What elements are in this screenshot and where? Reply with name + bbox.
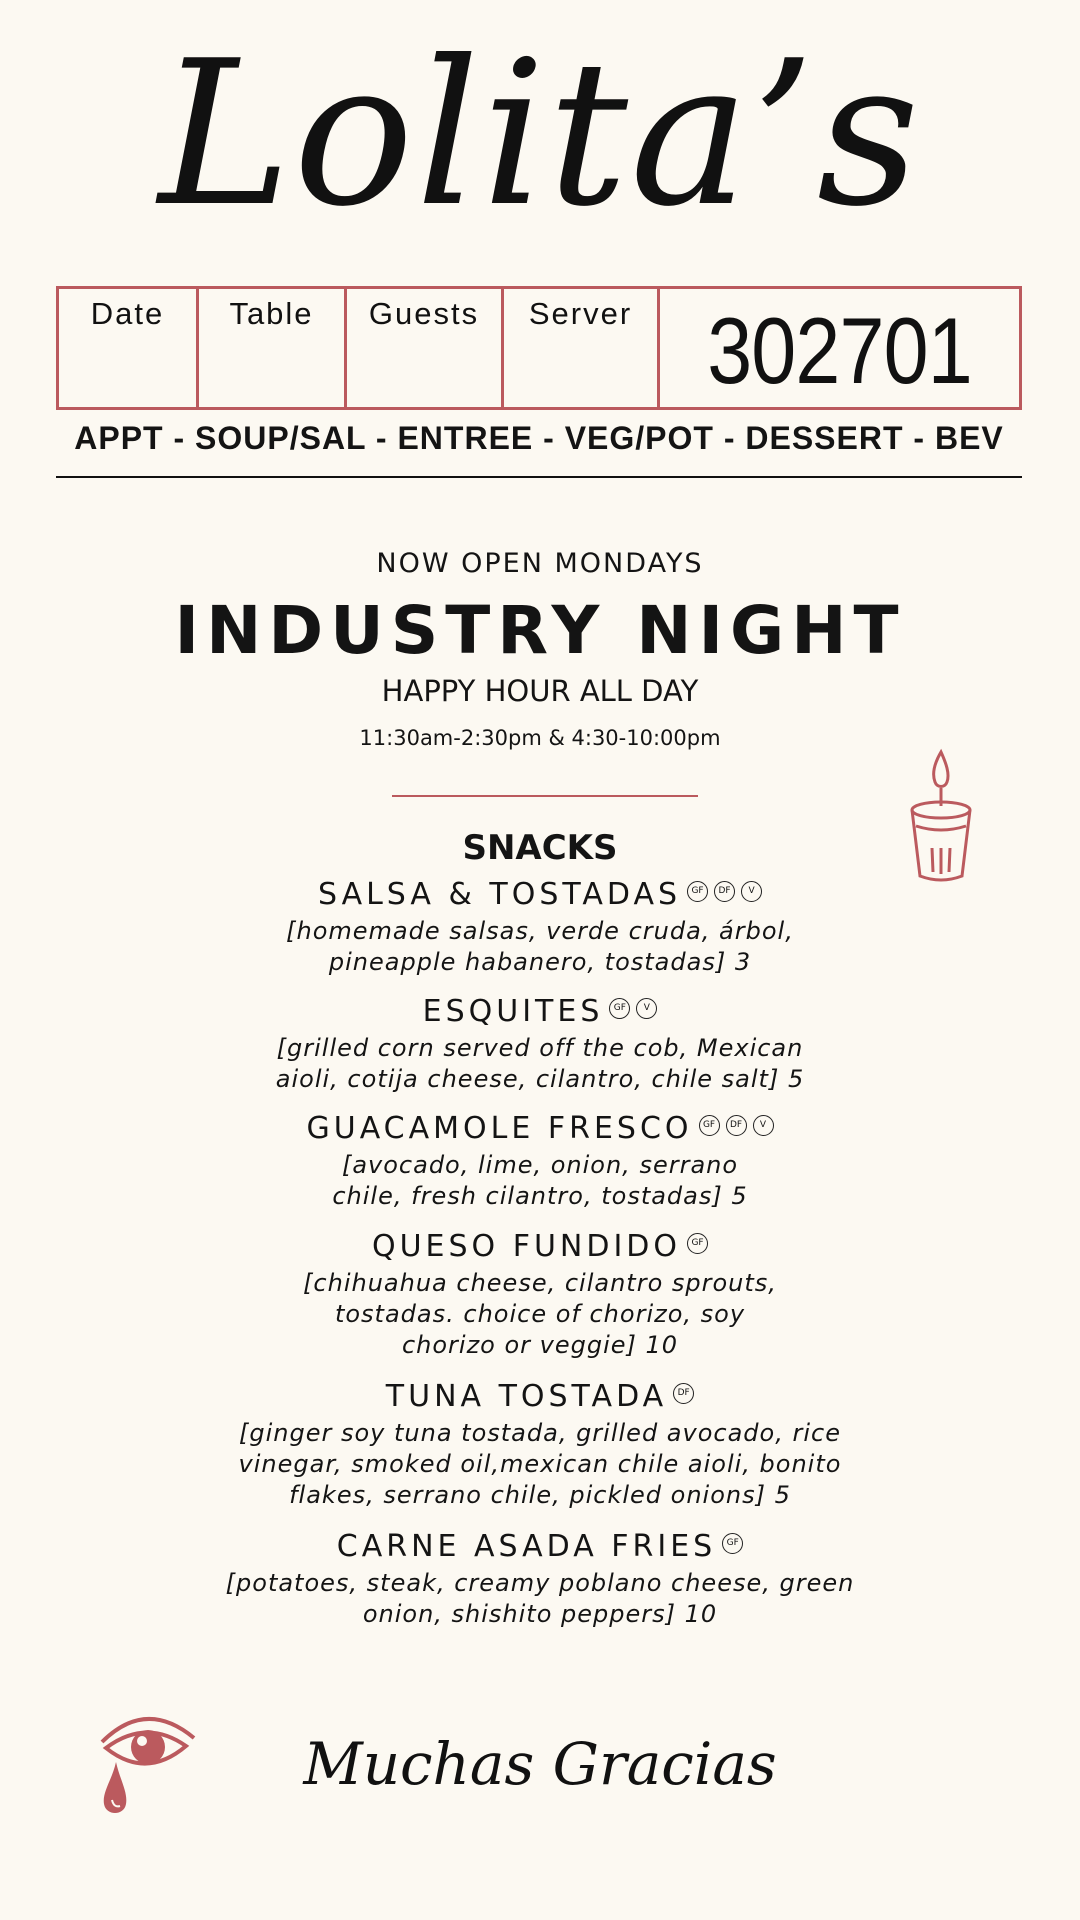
menu-item-name: SALSA & TOSTADAS xyxy=(317,877,682,912)
promo-hours: 11:30am-2:30pm & 4:30-10:00pm xyxy=(359,726,721,750)
menu-item-name: GUACAMOLE FRESCO xyxy=(306,1111,693,1146)
order-ticket xyxy=(56,286,1022,410)
date-field-label: Date xyxy=(59,289,199,407)
menu-item-description xyxy=(0,1033,1080,1095)
menu-item-name-row xyxy=(0,1528,1080,1566)
description-line: aioli, cotija cheese, cilantro, chile salt] 5 xyxy=(275,1065,805,1093)
menu-item-description xyxy=(0,1418,1080,1511)
menu-item xyxy=(0,1528,1080,1630)
divider xyxy=(56,476,1022,478)
description-line: [avocado, lime, onion, serrano xyxy=(341,1151,739,1179)
crying-eye-icon xyxy=(96,1700,206,1824)
description-line: pineapple habanero, tostadas] 3 xyxy=(328,948,752,976)
promo-subhead: HAPPY HOUR ALL DAY xyxy=(381,674,699,708)
logo: Lolita’s xyxy=(158,18,922,251)
candle-glass-icon xyxy=(904,748,974,892)
menu-item-description xyxy=(0,916,1080,978)
description-line: chile, fresh cilantro, tostadas] 5 xyxy=(332,1182,748,1210)
ticket-number: 302701 xyxy=(707,298,972,403)
menu-item-name: CARNE ASADA FRIES xyxy=(336,1529,717,1564)
description-line: vinegar, smoked oil,mexican chile aioli, bonito xyxy=(238,1450,842,1478)
menu-item-description xyxy=(0,1268,1080,1361)
accent-divider xyxy=(392,795,698,797)
menu-item-name-row xyxy=(0,1228,1080,1266)
description-line: onion, shishito peppers] 10 xyxy=(362,1600,718,1628)
menu-item-name: ESQUITES xyxy=(422,994,604,1029)
description-line: [potatoes, steak, creamy poblano cheese, green xyxy=(225,1569,855,1597)
menu-item-description xyxy=(0,1150,1080,1212)
courses-line: APPT - SOUP/SAL - ENTREE - VEG/POT - DESSERT - BEV xyxy=(74,420,1004,456)
menu-item xyxy=(0,1228,1080,1361)
table-field-label: Table xyxy=(199,289,347,407)
menu-item-name: QUESO FUNDIDO xyxy=(371,1229,682,1264)
diet-badge: GF xyxy=(687,881,708,902)
description-line: chorizo or veggie] 10 xyxy=(401,1331,679,1359)
diet-badge: DF xyxy=(673,1383,694,1404)
description-line: [homemade salsas, verde cruda, árbol, xyxy=(286,917,794,945)
menu-item-name: TUNA TOSTADA xyxy=(385,1379,668,1414)
menu-item-name-row xyxy=(0,1378,1080,1416)
promo-kicker: NOW OPEN MONDAYS xyxy=(376,548,704,579)
diet-badge: V xyxy=(753,1115,774,1136)
description-line: flakes, serrano chile, pickled onions] 5 xyxy=(289,1481,791,1509)
diet-badge: GF xyxy=(699,1115,720,1136)
diet-badge: V xyxy=(636,998,657,1019)
server-field-label: Server xyxy=(504,289,660,407)
section-title: SNACKS xyxy=(462,828,618,868)
menu-item-name-row xyxy=(0,1110,1080,1148)
footer-thanks: Muchas Gracias xyxy=(303,1730,777,1798)
description-line: [grilled corn served off the cob, Mexican xyxy=(276,1034,804,1062)
diet-badge: GF xyxy=(722,1533,743,1554)
diet-badge: V xyxy=(741,881,762,902)
menu-item xyxy=(0,1110,1080,1212)
guests-field-label: Guests xyxy=(347,289,504,407)
menu-item-name-row xyxy=(0,993,1080,1031)
description-line: [ginger soy tuna tostada, grilled avocado, rice xyxy=(239,1419,841,1447)
description-line: [chihuahua cheese, cilantro sprouts, xyxy=(303,1269,777,1297)
menu-item xyxy=(0,1378,1080,1511)
diet-badge: DF xyxy=(714,881,735,902)
diet-badge: DF xyxy=(726,1115,747,1136)
diet-badge: GF xyxy=(609,998,630,1019)
menu-item-description xyxy=(0,1568,1080,1630)
menu-item xyxy=(0,993,1080,1095)
diet-badge: GF xyxy=(687,1233,708,1254)
promo-headline: INDUSTRY NIGHT xyxy=(174,592,906,669)
description-line: tostadas. choice of chorizo, soy xyxy=(334,1300,746,1328)
